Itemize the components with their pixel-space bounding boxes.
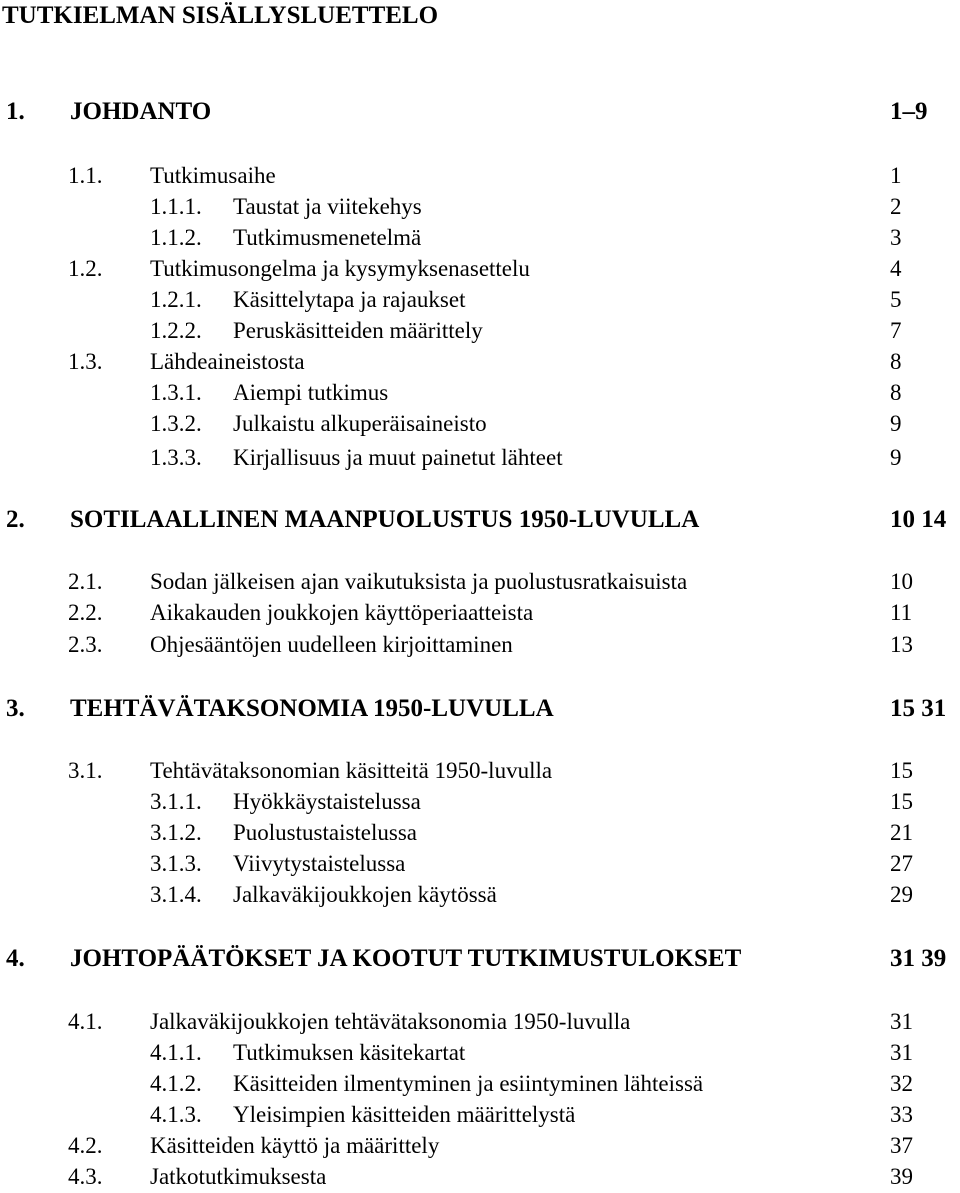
toc-number: 1. [6,98,25,125]
toc-subsection-row [0,817,960,849]
toc-subsection-row [0,408,960,440]
toc-title: Aikakauden joukkojen käyttöperiaatteista [150,600,534,625]
toc-page-number: 31 [890,1009,913,1034]
toc-title: Taustat ja viitekehys [233,194,422,219]
toc-subsection-row [0,442,960,474]
toc-number: 1.2. [68,256,103,281]
toc-number: 4. [6,945,25,972]
toc-section-row [0,346,960,378]
toc-chapter-row [0,504,960,536]
toc-title: Tutkimusongelma ja kysymyksenasettelu [150,256,530,281]
toc-title: Peruskäsitteiden määrittely [233,318,483,343]
toc-number: 1.3.2. [150,411,202,436]
toc-subsection-row [0,879,960,911]
toc-title: Lähdeaineistosta [150,349,305,374]
toc-subsection-row [0,222,960,254]
toc-page-number: 31 39 [890,945,947,972]
toc-chapter-row [0,693,960,725]
toc-page-number: 21 [890,820,913,845]
toc-chapter-row [0,943,960,975]
toc-number: 4.1.1. [150,1040,202,1065]
toc-number: 3.1.4. [150,882,202,907]
toc-number: 1.2.1. [150,287,202,312]
toc-section-row [0,160,960,192]
toc-number: 2. [6,506,25,533]
toc-section-row [0,755,960,787]
toc-number: 1.1.2. [150,225,202,250]
toc-page-number: 27 [890,851,913,876]
toc-section-row [0,566,960,598]
toc-number: 3. [6,695,25,722]
toc-number: 1.3.1. [150,380,202,405]
toc-page-number: 10 [890,569,913,594]
toc-number: 1.1.1. [150,194,202,219]
toc-title: Jalkaväkijoukkojen tehtävätaksonomia 1950-luvulla [150,1009,631,1034]
toc-title: Käsitteiden ilmentyminen ja esiintyminen lähteissä [233,1071,704,1096]
toc-title: Jatkotutkimuksesta [150,1164,327,1189]
toc-number: 3.1.2. [150,820,202,845]
toc-page-number: 4 [890,256,902,281]
toc-page-number: 15 31 [890,695,947,722]
toc-page-number: 9 [890,445,902,470]
toc-page-number: 10 14 [890,506,947,533]
toc-title: Tutkimusmenetelmä [233,225,422,250]
toc-page-number: 8 [890,380,902,405]
toc-title: JOHTOPÄÄTÖKSET JA KOOTUT TUTKIMUSTULOKSET [70,945,742,972]
toc-page-number: 1 [890,163,902,188]
toc-title: Tutkimuksen käsitekartat [233,1040,466,1065]
toc-section-row [0,1130,960,1162]
toc-subsection-row [0,377,960,409]
toc-title: Yleisimpien käsitteiden määrittelystä [233,1102,576,1127]
toc-title: Kirjallisuus ja muut painetut lähteet [233,445,563,470]
toc-title: JOHDANTO [70,98,212,125]
toc-number: 4.2. [68,1133,103,1158]
toc-title: SOTILAALLINEN MAANPUOLUSTUS 1950-LUVULLA [70,506,700,533]
toc-page-number: 15 [890,789,913,814]
toc-number: 1.1. [68,163,103,188]
toc-subsection-row [0,1099,960,1131]
toc-page-number: 3 [890,225,902,250]
toc-number: 4.1.2. [150,1071,202,1096]
toc-section-row [0,1161,960,1193]
toc-section-row [0,597,960,629]
toc-subsection-row [0,1037,960,1069]
toc-page-number: 37 [890,1133,913,1158]
toc-title: Viivytystaistelussa [233,851,406,876]
toc-number: 2.1. [68,569,103,594]
toc-number: 3.1.1. [150,789,202,814]
toc-subsection-row [0,848,960,880]
toc-number: 4.3. [68,1164,103,1189]
toc-page-number: 9 [890,411,902,436]
toc-title: Käsitteiden käyttö ja määrittely [150,1133,440,1158]
toc-section-row [0,629,960,661]
toc-page-number: 8 [890,349,902,374]
toc-title: Tutkimusaihe [150,163,276,188]
toc-number: 3.1.3. [150,851,202,876]
toc-page-number: 39 [890,1164,913,1189]
toc-title: Sodan jälkeisen ajan vaikutuksista ja puolustusratkaisuista [150,569,688,594]
toc-title: Hyökkäystaistelussa [233,789,421,814]
toc-number: 2.2. [68,600,103,625]
toc-page-number: 13 [890,632,913,657]
page-title: TUTKIELMAN SISÄLLYSLUETTELO [2,2,439,29]
toc-title: Puolustustaistelussa [233,820,418,845]
toc-page-number: 7 [890,318,902,343]
toc-subsection-row [0,315,960,347]
toc-page-number: 32 [890,1071,913,1096]
toc-page-number: 15 [890,758,913,783]
toc-title: TEHTÄVÄTAKSONOMIA 1950-LUVULLA [70,695,554,722]
toc-number: 4.1.3. [150,1102,202,1127]
toc-subsection-row [0,284,960,316]
toc-title: Ohjesääntöjen uudelleen kirjoittaminen [150,632,513,657]
toc-page-number: 29 [890,882,913,907]
toc-page-number: 1–9 [890,98,928,125]
toc-title: Käsittelytapa ja rajaukset [233,287,466,312]
toc-subsection-row [0,1068,960,1100]
toc-subsection-row [0,191,960,223]
toc-number: 2.3. [68,632,103,657]
toc-title: Tehtävätaksonomian käsitteitä 1950-luvulla [150,758,553,783]
toc-number: 3.1. [68,758,103,783]
toc-number: 1.2.2. [150,318,202,343]
toc-title: Jalkaväkijoukkojen käytössä [233,882,497,907]
toc-number: 1.3.3. [150,445,202,470]
toc-number: 1.3. [68,349,103,374]
toc-page-number: 31 [890,1040,913,1065]
toc-section-row [0,253,960,285]
toc-chapter-row [0,96,960,128]
toc-page-number: 11 [890,600,913,625]
toc-title: Aiempi tutkimus [233,380,389,405]
toc-number: 4.1. [68,1009,103,1034]
toc-page-number: 5 [890,287,902,312]
toc-page-number: 2 [890,194,902,219]
toc-subsection-row [0,786,960,818]
toc-page-number: 33 [890,1102,913,1127]
toc-title: Julkaistu alkuperäisaineisto [233,411,487,436]
toc-section-row [0,1006,960,1038]
